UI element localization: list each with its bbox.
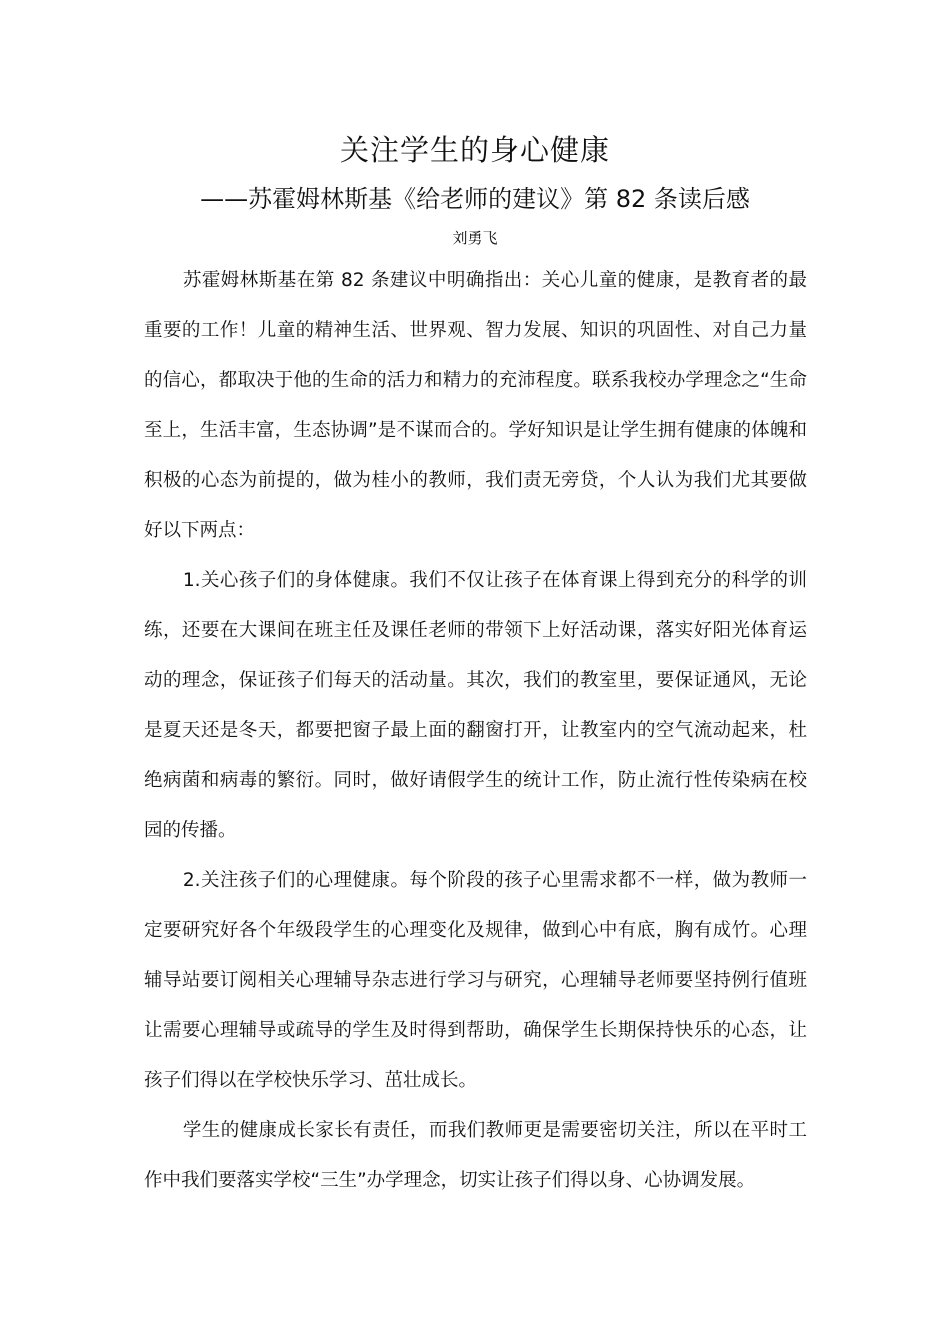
author-name: 刘勇飞 <box>452 229 498 247</box>
document-subtitle: ——苏霍姆林斯基《给老师的建议》第 82 条读后感 <box>200 185 750 213</box>
paragraph-physical-health: 1.关心孩子们的身体健康。我们不仅让孩子在体育课上得到充分的科学的训练，还要在大课间在班主任及课任老师的带领下上好活动课，落实好阳光体育运动的理念，保证孩子们每天的活动量。其次，我们的教室里，要保证通风，无论是夏天还是冬天，都要把窗子最上面的翻窗打开，让教室内的空气流动起来，杜绝病菌和病毒的繁衍。同时，做好请假学生的统计工作，防止流行性传染病在校园的传播。 <box>144 570 807 841</box>
paragraph-mental-health: 2.关注孩子们的心理健康。每个阶段的孩子心里需求都不一样，做为教师一定要研究好各个年级段学生的心理变化及规律，做到心中有底，胸有成竹。心理辅导站要订阅相关心理辅导杂志进行学习与研究，心理辅导老师要坚持例行值班让需要心理辅导或疏导的学生及时得到帮助，确保学生长期保持快乐的心态，让孩子们得以在学校快乐学习、茁壮成长。 <box>144 870 807 1091</box>
document-title: 关注学生的身心健康 <box>339 133 610 167</box>
paragraph-intro: 苏霍姆林斯基在第 82 条建议中明确指出：关心儿童的健康，是教育者的最重要的工作！儿童的精神生活、世界观、智力发展、知识的巩固性、对自己力量的信心，都取决于他的生命的活力和精力的充沛程度。联系我校办学理念之“生命至上，生活丰富，生态协调”是不谋而合的。学好知识是让学生拥有健康的体魄和积极的心态为前提的，做为桂小的教师，我们责无旁贷，个人认为我们尤其要做好以下两点： <box>144 270 807 541</box>
document-body <box>144 256 807 1206</box>
paragraph-conclusion: 学生的健康成长家长有责任，而我们教师更是需要密切关注，所以在平时工作中我们要落实学校“三生”办学理念，切实让孩子们得以身、心协调发展。 <box>144 1120 807 1191</box>
